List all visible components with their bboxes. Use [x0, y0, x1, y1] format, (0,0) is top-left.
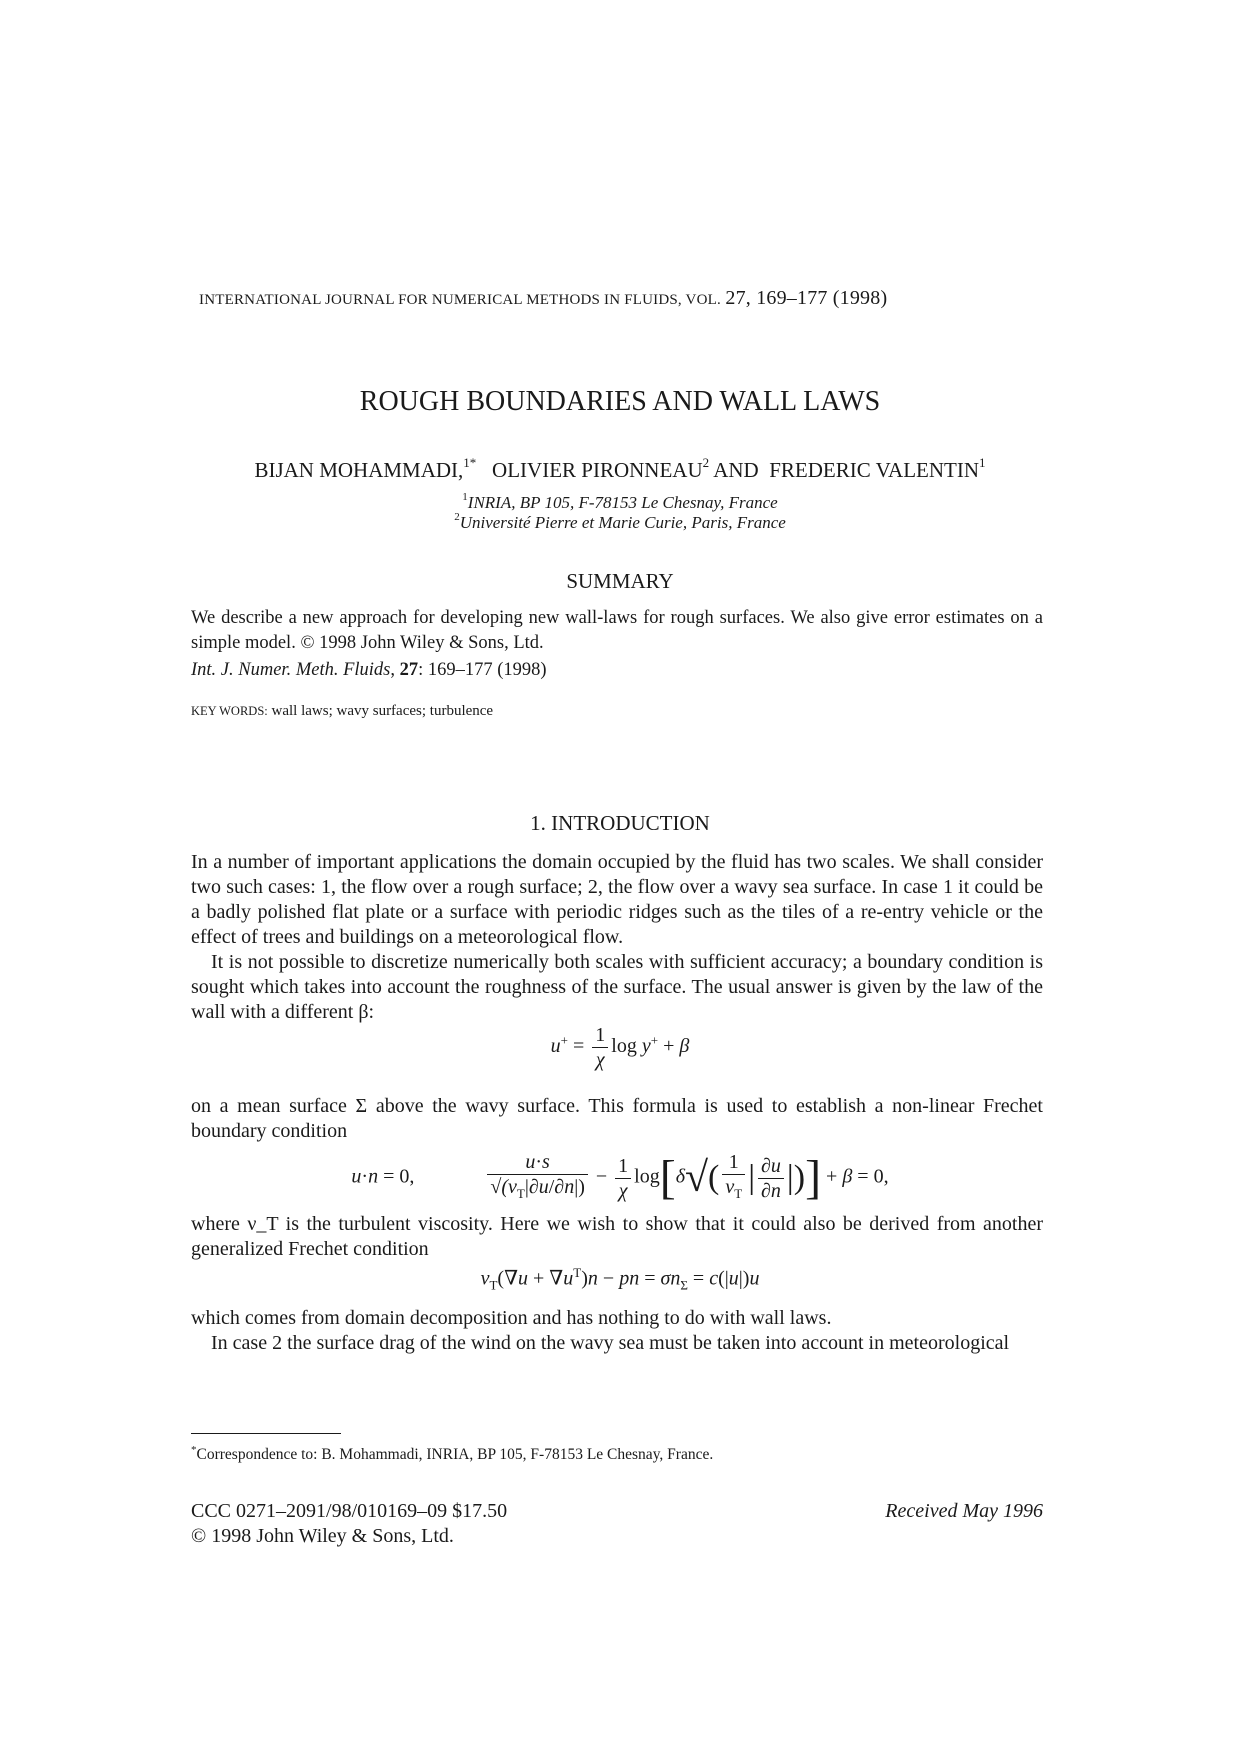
footnote-text: Correspondence to: B. Mohammadi, INRIA, BP 105, F-78153 Le Chesnay, France. [196, 1446, 714, 1464]
journal-volume: 27, 169–177 (1998) [725, 287, 888, 309]
affiliation-2-text: Université Pierre et Marie Curie, Paris, France [459, 513, 786, 532]
ccc-code: CCC 0271–2091/98/010169–09 $17.50 [191, 1500, 508, 1522]
intro-block-3 [191, 1212, 1043, 1262]
author-3-sup: 1 [979, 455, 986, 470]
keywords [191, 703, 493, 720]
author-1-sup: 1* [463, 455, 477, 470]
footnote-mark: * [191, 1444, 197, 1456]
equation-generalized-frechet: $\nu_T(\nabla u + \nabla u^T)n$ − pn = $\sigma n_\Sigma = c(|u|)u$ [480, 1265, 760, 1293]
author-list [0, 455, 1240, 483]
keywords-label: KEY WORDS: [191, 704, 268, 718]
affiliation-1-sup: 1 [462, 491, 468, 503]
citation-journal: Int. J. Numer. Meth. Fluids [191, 660, 391, 680]
journal-header [199, 287, 887, 310]
affiliation-1 [0, 493, 1240, 513]
author-and: AND [713, 458, 759, 482]
affiliation-1-text: INRIA, BP 105, F-78153 Le Chesnay, France [467, 493, 778, 512]
intro-paragraph-2: It is not possible to discretize numerically both scales with sufficient accuracy; a boundary condition is sought which takes into account the roughness of the surface. The usual answer is given by the law of the wall with a different β: [191, 951, 1043, 1023]
author-2: OLIVIER PIRONNEAU [492, 458, 703, 482]
citation-volume: 27 [399, 660, 419, 680]
intro-paragraph-5: which comes from domain decomposition and has nothing to do with wall laws. [191, 1307, 832, 1329]
affiliation-2 [0, 513, 1240, 533]
intro-paragraph-3: on a mean surface Σ above the wavy surface. This formula is used to establish a non-linear Frechet boundary condition [191, 1095, 1043, 1142]
author-3: FREDERIC VALENTIN [769, 458, 980, 482]
keywords-text: wall laws; wavy surfaces; turbulence [271, 703, 494, 719]
journal-name: INTERNATIONAL JOURNAL FOR NUMERICAL METHODS IN FLUIDS, VOL. [199, 292, 721, 308]
intro-block-4 [191, 1306, 1043, 1356]
intro-block-1 [191, 850, 1043, 1025]
received-date: Received May 1996 [885, 1500, 1043, 1522]
equation-frechet: u·n = 0, $\frac{u\cdot s}{√(\nu_T|\partial u/\partial n|)}$ − $\frac{1}{\chi}$ log[δ√( $\frac{1}{\nu_T}$ | $\frac{\partial u}{\partial n}$ |)] + β = 0, [351, 1151, 889, 1204]
footnote-rule [191, 1433, 341, 1434]
summary-text: We describe a new approach for developing new wall-laws for rough surfaces. We also give error estimates on a simple model. © 1998 John Wiley & Sons, Ltd. [191, 608, 1043, 653]
intro-paragraph-1: In a number of important applications the domain occupied by the fluid has two scales. We shall consider two such cases: 1, the flow over a rough surface; 2, the flow over a wavy sea surface. In case 1 it could be a badly polished flat plate or a surface with periodic ridges such as the tiles of a re-entry vehicle or the effect of trees and buildings on a meteorological flow. [191, 851, 1043, 948]
copyright-line: © 1998 John Wiley & Sons, Ltd. [191, 1525, 454, 1547]
intro-paragraph-4: where ν_T is the turbulent viscosity. Here we wish to show that it could also be derived from another generalized Frechet condition [191, 1213, 1043, 1260]
section-heading: 1. INTRODUCTION [530, 811, 710, 835]
paper-title: ROUGH BOUNDARIES AND WALL LAWS [359, 386, 881, 417]
author-1: BIJAN MOHAMMADI, [254, 458, 464, 482]
intro-block-2 [191, 1094, 1043, 1144]
equation-wall-law: u+ = $\frac{1}{\chi}$ log y+ + β [550, 1024, 690, 1071]
intro-paragraph-6: In case 2 the surface drag of the wind on the wavy sea must be taken into account in meteorological [211, 1332, 1010, 1354]
citation-pages: : 169–177 (1998) [418, 660, 547, 680]
summary-heading: SUMMARY [566, 569, 674, 593]
author-2-sup: 2 [702, 455, 710, 470]
affiliation-2-sup: 2 [454, 511, 460, 523]
citation: Int. J. Numer. Meth. Fluids, 27: 169–177 (1998) [191, 660, 547, 680]
footnote [191, 1444, 713, 1464]
